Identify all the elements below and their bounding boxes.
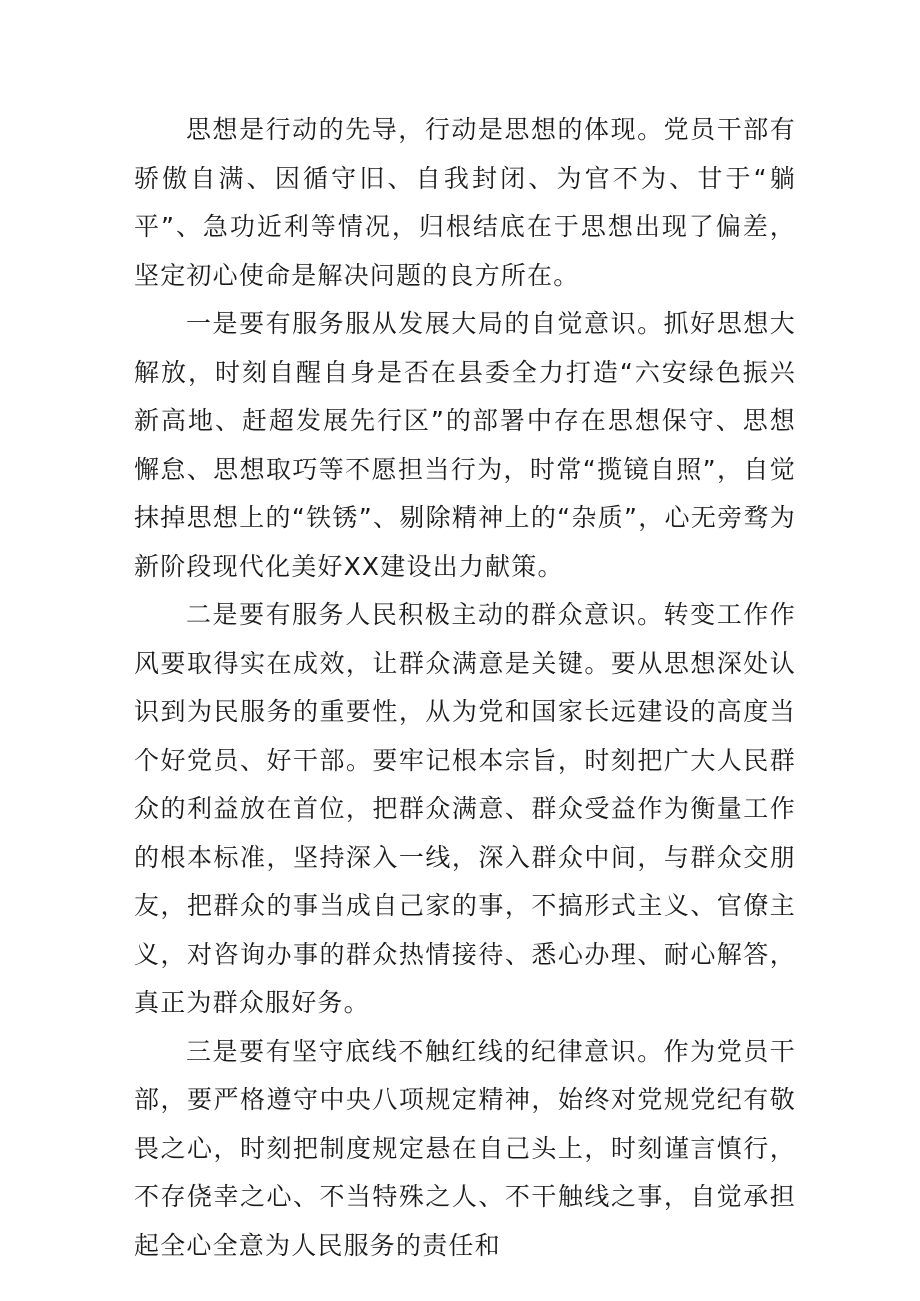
paragraph-overall-awareness: 一是要有服务服从发展大局的自觉意识。抓好思想大解放，时刻自醒自身是否在县委全力打造“六安绿色振兴新高地、赶超发展先行区”的部署中存在思想保守、思想懈怠、思想取巧等不愿担当行为，时常“揽镜自照”，自觉抹掉思想上的“铁锈”、剔除精神上的“杂质”，心无旁骛为新阶段现代化美好XX建设出力献策。 xyxy=(134,309,796,581)
paragraph-people-awareness: 二是要有服务人民积极主动的群众意识。转变工作作风要取得实在成效，让群众满意是关键。要从思想深处认识到为民服务的重要性，从为党和国家长远建设的高度当个好党员、好干部。要牢记根本宗旨，时刻把广大人民群众的利益放在首位，把群众满意、群众受益作为衡量工作的根本标准，坚持深入一线，深入群众中间，与群众交朋友，把群众的事当成自己家的事，不搞形式主义、官僚主义，对咨询办事的群众热情接待、悉心办理、耐心解答，真正为群众服好务。 xyxy=(134,600,796,1017)
paragraph-discipline-awareness: 三是要有坚守底线不触红线的纪律意识。作为党员干部，要严格遵守中央八项规定精神，始终对党规党纪有敬畏之心，时刻把制度规定悬在自己头上，时刻谨言慎行，不存侥幸之心、不当特殊之人、不干触线之事，自觉承担起全心全意为人民服务的责任和 xyxy=(134,1036,796,1260)
paragraph-thought-guidance: 思想是行动的先导，行动是思想的体现。党员干部有骄傲自满、因循守旧、自我封闭、为官不为、甘于“躺平”、急功近利等情况，归根结底在于思想出现了偏差，坚定初心使命是解决问题的良方所在。 xyxy=(134,115,796,290)
document-body xyxy=(134,106,796,1270)
